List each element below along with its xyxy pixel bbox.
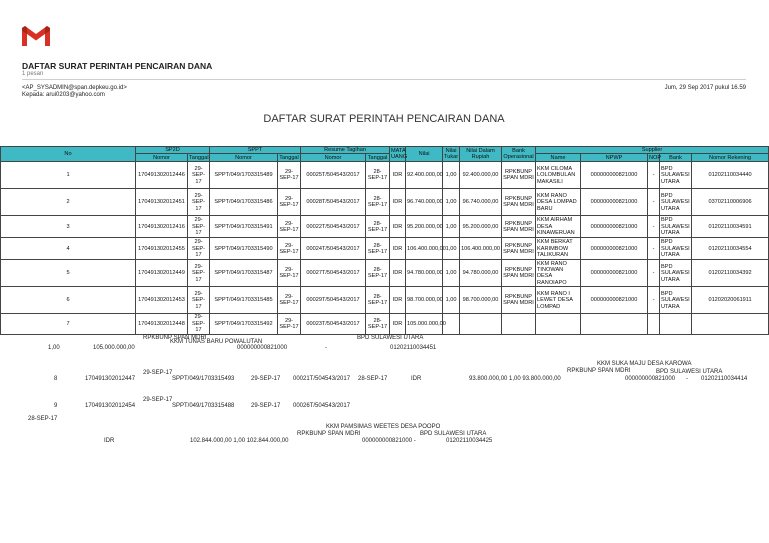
row9-npwp-nop: 000000000821000 - bbox=[362, 438, 416, 444]
row7-kurs: 1,00 bbox=[48, 345, 60, 351]
row7-rekening: 01202110034451 bbox=[390, 345, 437, 351]
sppt-tanggal: 29-SEP-17 bbox=[278, 189, 301, 216]
nilai-tukar: 1,00 bbox=[443, 260, 460, 287]
header-nilai-tukar: Nilai Tukar bbox=[444, 147, 459, 161]
row9-resume-nomor: 00026T/504543/2017 bbox=[293, 403, 351, 409]
header-divider bbox=[22, 79, 746, 80]
row8-sp2d-nomor: 170491302012447 bbox=[85, 376, 136, 382]
header-sppt-nomor: Nomor bbox=[210, 154, 278, 162]
header-bank-operasional: Bank Operasional bbox=[503, 147, 534, 161]
table-row bbox=[1, 287, 769, 314]
supplier-bank: BPD SULAWESI UTARA bbox=[661, 239, 690, 259]
resume-tanggal: 28-SEP-17 bbox=[366, 216, 390, 238]
sppt-nomor: SPPT/049/1703315492 bbox=[210, 314, 278, 334]
sppt-tanggal: 29-SEP-17 bbox=[278, 287, 301, 314]
resume-nomor: 00022T/504543/2017 bbox=[301, 216, 366, 238]
supplier-nop bbox=[648, 314, 660, 334]
sender-address[interactable]: <AP_SYSADMIN@span.depkeu.go.id> bbox=[22, 85, 127, 91]
resume-nomor: 00023T/504543/2017 bbox=[301, 314, 366, 334]
sppt-nomor: SPPT/049/1703315485 bbox=[210, 287, 278, 314]
sp2d-nomor: 170491302012416 bbox=[136, 216, 188, 238]
bank-operasional: RPKBUNP SPAN MDRI bbox=[502, 189, 536, 216]
table-row bbox=[1, 260, 769, 287]
nilai-tukar: 1,00 bbox=[443, 162, 460, 189]
row8-rekening: 01202110034414 bbox=[701, 376, 748, 382]
supplier-npwp: 000000000821000 bbox=[581, 189, 648, 216]
header-sp2d-nomor: Nomor bbox=[136, 154, 188, 162]
supplier-bank: BPD SULAWESI UTARA bbox=[661, 217, 690, 237]
supplier-rekening bbox=[692, 314, 769, 334]
supplier-nop: - bbox=[648, 189, 660, 216]
row9-sppt-tgl: 29-SEP-17 bbox=[251, 403, 281, 409]
sppt-tanggal: 29-SEP-17 bbox=[278, 260, 301, 287]
sppt-tanggal: 29-SEP-17 bbox=[278, 314, 301, 334]
resume-nomor: 00024T/504543/2017 bbox=[301, 238, 366, 260]
row8-sppt-nomor: SPPT/049/1703315493 bbox=[172, 376, 235, 382]
supplier-bank: BPD SULAWESI UTARA bbox=[660, 162, 692, 189]
table-row bbox=[1, 238, 769, 260]
resume-tanggal: 28-SEP-17 bbox=[366, 189, 390, 216]
bank-operasional: RPKBUNP SPAN MDRI bbox=[502, 260, 536, 287]
nilai: 98.700.000,00 bbox=[406, 287, 443, 314]
bank-operasional: RPKBUNP SPAN MDRI bbox=[502, 162, 536, 189]
header-nilai: Nilai bbox=[406, 147, 443, 162]
row9-no: 9 bbox=[54, 403, 58, 409]
nilai: 96.740.000,00 bbox=[406, 189, 443, 216]
message-count: 1 pesan bbox=[22, 71, 44, 77]
header-sppt: SPPT bbox=[210, 147, 301, 154]
mata-uang: IDR bbox=[390, 162, 406, 189]
header-mata-uang: MATA UANG bbox=[391, 147, 408, 161]
row8-nilai: 93.800.000,00 1,00 93.800.000,00 bbox=[469, 376, 561, 382]
nilai: 105.000.000,00 bbox=[406, 314, 443, 334]
nilai: 106.400.000,00 bbox=[406, 238, 443, 260]
supplier-name: KKM CILOMA LOLOMBULAN MAKASILI bbox=[536, 162, 581, 189]
nilai-tukar: 1,00 bbox=[443, 189, 460, 216]
row9-sppt-nomor: SPPT/049/1703315488 bbox=[172, 403, 235, 409]
sp2d-tanggal: 29-SEP-17 bbox=[188, 287, 210, 314]
row9-bank: BPD SULAWESI UTARA bbox=[420, 431, 487, 437]
header-supplier-npwp: NPWP bbox=[581, 154, 648, 162]
supplier-rekening: 01202110034591 bbox=[692, 216, 769, 238]
sppt-nomor: SPPT/049/1703315486 bbox=[210, 189, 278, 216]
header-supplier-rekening: Nomor Rekening bbox=[692, 154, 769, 162]
row9-nilai: 102.844.000,00 1,00 102.844.000,00 bbox=[190, 438, 289, 444]
supplier-npwp: 000000000821000 bbox=[581, 238, 648, 260]
table-row bbox=[1, 189, 769, 216]
nilai-rupiah: 92.400.000,00 bbox=[460, 162, 502, 189]
row-no: 5 bbox=[1, 260, 136, 287]
row7-name: KKM TUNAS BARU POWALUTAN bbox=[170, 339, 263, 345]
row8-no: 8 bbox=[54, 376, 58, 382]
supplier-rekening: 01202020061911 bbox=[692, 287, 769, 314]
supplier-bank: BPD SULAWESI UTARA bbox=[660, 260, 692, 287]
row8-mata-uang: IDR bbox=[411, 376, 422, 382]
sppt-nomor: SPPT/049/1703315490 bbox=[210, 238, 278, 260]
resume-nomor: 00027T/504543/2017 bbox=[301, 260, 366, 287]
nilai-rupiah: 98.700.000,00 bbox=[460, 287, 502, 314]
supplier-bank: BPD SULAWESI UTARA bbox=[660, 287, 692, 314]
resume-tanggal: 28-SEP-17 bbox=[366, 238, 390, 260]
header-nilai-rupiah: Nilai Dalam Rupiah bbox=[460, 147, 502, 162]
row-no: 1 bbox=[1, 162, 136, 189]
mata-uang: IDR bbox=[390, 238, 406, 260]
sppt-nomor: SPPT/049/1703315489 bbox=[210, 162, 278, 189]
row9-mata-uang: IDR bbox=[104, 438, 115, 444]
sp2d-tanggal: 29-SEP-17 bbox=[188, 162, 210, 189]
table-row bbox=[1, 162, 769, 189]
row8-bank-op: RPKBUNP SPAN MDRI bbox=[567, 368, 631, 374]
resume-nomor: 00028T/504543/2017 bbox=[301, 189, 366, 216]
supplier-name: KKM AIRHAM DESA KINAWERUAN bbox=[536, 216, 581, 238]
row9-rekening: 01202110034425 bbox=[446, 438, 493, 444]
row-no: 2 bbox=[1, 189, 136, 216]
header-supplier-bank: Bank bbox=[660, 154, 692, 162]
supplier-name: KKM BERKAT KARIMBOW TALIKURAN bbox=[536, 238, 581, 260]
supplier-name: KKM RANO I LEWET DESA LOMPAD bbox=[536, 287, 581, 314]
sp2d-nomor: 170491302012449 bbox=[136, 260, 188, 287]
supplier-bank: BPD SULAWESI UTARA bbox=[660, 189, 692, 216]
row8-sppt-tgl: 29-SEP-17 bbox=[251, 376, 281, 382]
row7-bank: BPD SULAWESI UTARA bbox=[357, 335, 424, 341]
recipient-line: Kepada: arui0203@yahoo.com bbox=[22, 92, 105, 98]
row9-sp2d-nomor: 170491302012454 bbox=[85, 403, 136, 409]
sppt-nomor: SPPT/049/1703315491 bbox=[210, 216, 278, 238]
table-header-group bbox=[1, 147, 769, 154]
supplier-name: KKM RANO TINOWAN DESA RANOIAPO bbox=[536, 260, 581, 287]
supplier-npwp: 000000000821000 bbox=[581, 162, 648, 189]
supplier-nop: - bbox=[648, 238, 660, 260]
supplier-nop: - bbox=[648, 216, 660, 238]
nilai: 95.200.000,00 bbox=[406, 216, 443, 238]
nilai-rupiah: 95.200.000,00 bbox=[460, 216, 502, 238]
row9-sp2d-tgl: 29-SEP-17 bbox=[143, 397, 173, 403]
row9-name: KKM PAMSIMAS WEETES DESA POOPO bbox=[326, 424, 441, 430]
nilai-tukar: 1,00 bbox=[443, 238, 460, 260]
table-row bbox=[1, 216, 769, 238]
table-body bbox=[1, 162, 769, 334]
row-no: 3 bbox=[1, 216, 136, 238]
header-resume-tanggal: Tanggal bbox=[366, 154, 390, 162]
row8-bank: BPD SULAWESI UTARA bbox=[656, 369, 723, 375]
mata-uang: IDR bbox=[390, 314, 406, 334]
nilai-tukar: 1,00 bbox=[443, 287, 460, 314]
row8-nop: - bbox=[686, 376, 688, 382]
supplier-nop: - bbox=[648, 287, 660, 314]
mata-uang: IDR bbox=[390, 260, 406, 287]
row9-bank-op: RPKBUNP SPAN MDRI bbox=[297, 431, 361, 437]
supplier-npwp: 000000000821000 bbox=[581, 260, 648, 287]
row8-resume-tgl: 28-SEP-17 bbox=[358, 376, 388, 382]
supplier-bank bbox=[660, 314, 692, 334]
resume-nomor: 00029T/504543/2017 bbox=[301, 287, 366, 314]
row7-bank-op: RPKBUNP SPAN MDRI bbox=[143, 335, 207, 341]
row-no: 7 bbox=[1, 314, 136, 334]
supplier-name bbox=[536, 314, 581, 334]
sp2d-nomor: 170491302012455 bbox=[136, 238, 188, 260]
table-row bbox=[1, 314, 769, 334]
header-resume-nomor: Nomor bbox=[301, 154, 366, 162]
nilai-rupiah: 106.400.000,00 bbox=[460, 238, 502, 260]
nilai-rupiah: 94.780.000,00 bbox=[460, 260, 502, 287]
sp2d-nomor: 170491302012453 bbox=[136, 287, 188, 314]
sp2d-tanggal: 29-SEP-17 bbox=[188, 238, 210, 260]
sp2d-nomor: 170491302012446 bbox=[136, 162, 188, 189]
header-sppt-tanggal: Tanggal bbox=[279, 154, 299, 161]
sp2d-tanggal: 29-SEP-17 bbox=[188, 260, 210, 287]
row7-nop: - bbox=[325, 345, 327, 351]
gmail-logo-icon bbox=[20, 24, 52, 48]
row-no: 6 bbox=[1, 287, 136, 314]
sp2d-tanggal: 29-SEP-17 bbox=[188, 189, 210, 216]
mata-uang: IDR bbox=[390, 216, 406, 238]
supplier-rekening: 01202110034554 bbox=[692, 238, 769, 260]
mata-uang: IDR bbox=[390, 189, 406, 216]
sppt-nomor: SPPT/049/1703315487 bbox=[210, 260, 278, 287]
supplier-nop: - bbox=[648, 162, 660, 189]
sppt-tanggal: 29-SEP-17 bbox=[278, 216, 301, 238]
resume-tanggal: 28-SEP-17 bbox=[366, 260, 390, 287]
sp2d-nomor: 170491302012451 bbox=[136, 189, 188, 216]
bank-operasional bbox=[502, 314, 536, 334]
row8-sp2d-tgl: 29-SEP-17 bbox=[143, 370, 173, 376]
row8-name: KKM SUKA MAJU DESA KAROWA bbox=[597, 361, 692, 367]
resume-tanggal: 28-SEP-17 bbox=[366, 162, 390, 189]
supplier-rekening: 01202110034392 bbox=[692, 260, 769, 287]
nilai-tukar: 1,00 bbox=[443, 216, 460, 238]
sp2d-nomor: 170491302012448 bbox=[136, 314, 188, 334]
nilai: 92.400.000,00 bbox=[406, 162, 443, 189]
supplier-npwp bbox=[581, 314, 648, 334]
supplier-nop: - bbox=[648, 260, 660, 287]
bank-operasional: RPKBUNP SPAN MDRI bbox=[502, 287, 536, 314]
row-no: 4 bbox=[1, 238, 136, 260]
row9-resume-tgl: 28-SEP-17 bbox=[28, 416, 58, 422]
header-sp2d-tanggal: Tanggal bbox=[189, 154, 209, 161]
mata-uang: IDR bbox=[390, 287, 406, 314]
supplier-npwp: 000000000821000 bbox=[581, 216, 648, 238]
email-subject: DAFTAR SURAT PERINTAH PENCAIRAN DANA bbox=[22, 61, 213, 71]
row8-npwp: 000000000821000 bbox=[625, 376, 676, 382]
header-resume: Resume Tagihan bbox=[301, 147, 390, 154]
header-sp2d: SP2D bbox=[136, 147, 210, 154]
resume-nomor: 00025T/504543/2017 bbox=[301, 162, 366, 189]
header-supplier-nop: NOP bbox=[649, 154, 662, 161]
sppt-tanggal: 29-SEP-17 bbox=[278, 238, 301, 260]
header-supplier: Supplier bbox=[536, 147, 769, 154]
sp2d-tanggal: 29-SEP-17 bbox=[188, 216, 210, 238]
nilai-rupiah bbox=[460, 314, 502, 334]
row8-resume-nomor: 00021T/504543/2017 bbox=[293, 376, 351, 382]
header-supplier-name: Name bbox=[536, 154, 581, 162]
supplier-rekening: 03702110006906 bbox=[692, 189, 769, 216]
sp2d-tanggal: 29-SEP-17 bbox=[188, 314, 210, 334]
sppt-tanggal: 29-SEP-17 bbox=[278, 162, 301, 189]
supplier-rekening: 01202110034440 bbox=[692, 162, 769, 189]
bank-operasional: RPKBUNP SPAN MDRI bbox=[502, 238, 536, 260]
row7-npwp: 000000000821000 bbox=[237, 345, 288, 351]
resume-tanggal: 28-SEP-17 bbox=[366, 287, 390, 314]
nilai-rupiah: 96.740.000,00 bbox=[460, 189, 502, 216]
supplier-name: KKM RANO DESA LOMPAD BARU bbox=[536, 189, 581, 216]
supplier-npwp: 000000000821000 bbox=[581, 287, 648, 314]
row7-rupiah: 105.000.000,00 bbox=[93, 345, 135, 351]
resume-tanggal: 28-SEP-17 bbox=[366, 314, 390, 334]
email-date: Jum, 29 Sep 2017 pukul 16.59 bbox=[664, 85, 746, 91]
nilai: 94.780.000,00 bbox=[406, 260, 443, 287]
spd-table bbox=[0, 146, 769, 335]
document-title: DAFTAR SURAT PERINTAH PENCAIRAN DANA bbox=[263, 113, 505, 125]
bank-operasional: RPKBUNP SPAN MDRI bbox=[502, 216, 536, 238]
header-no: No bbox=[1, 147, 136, 162]
